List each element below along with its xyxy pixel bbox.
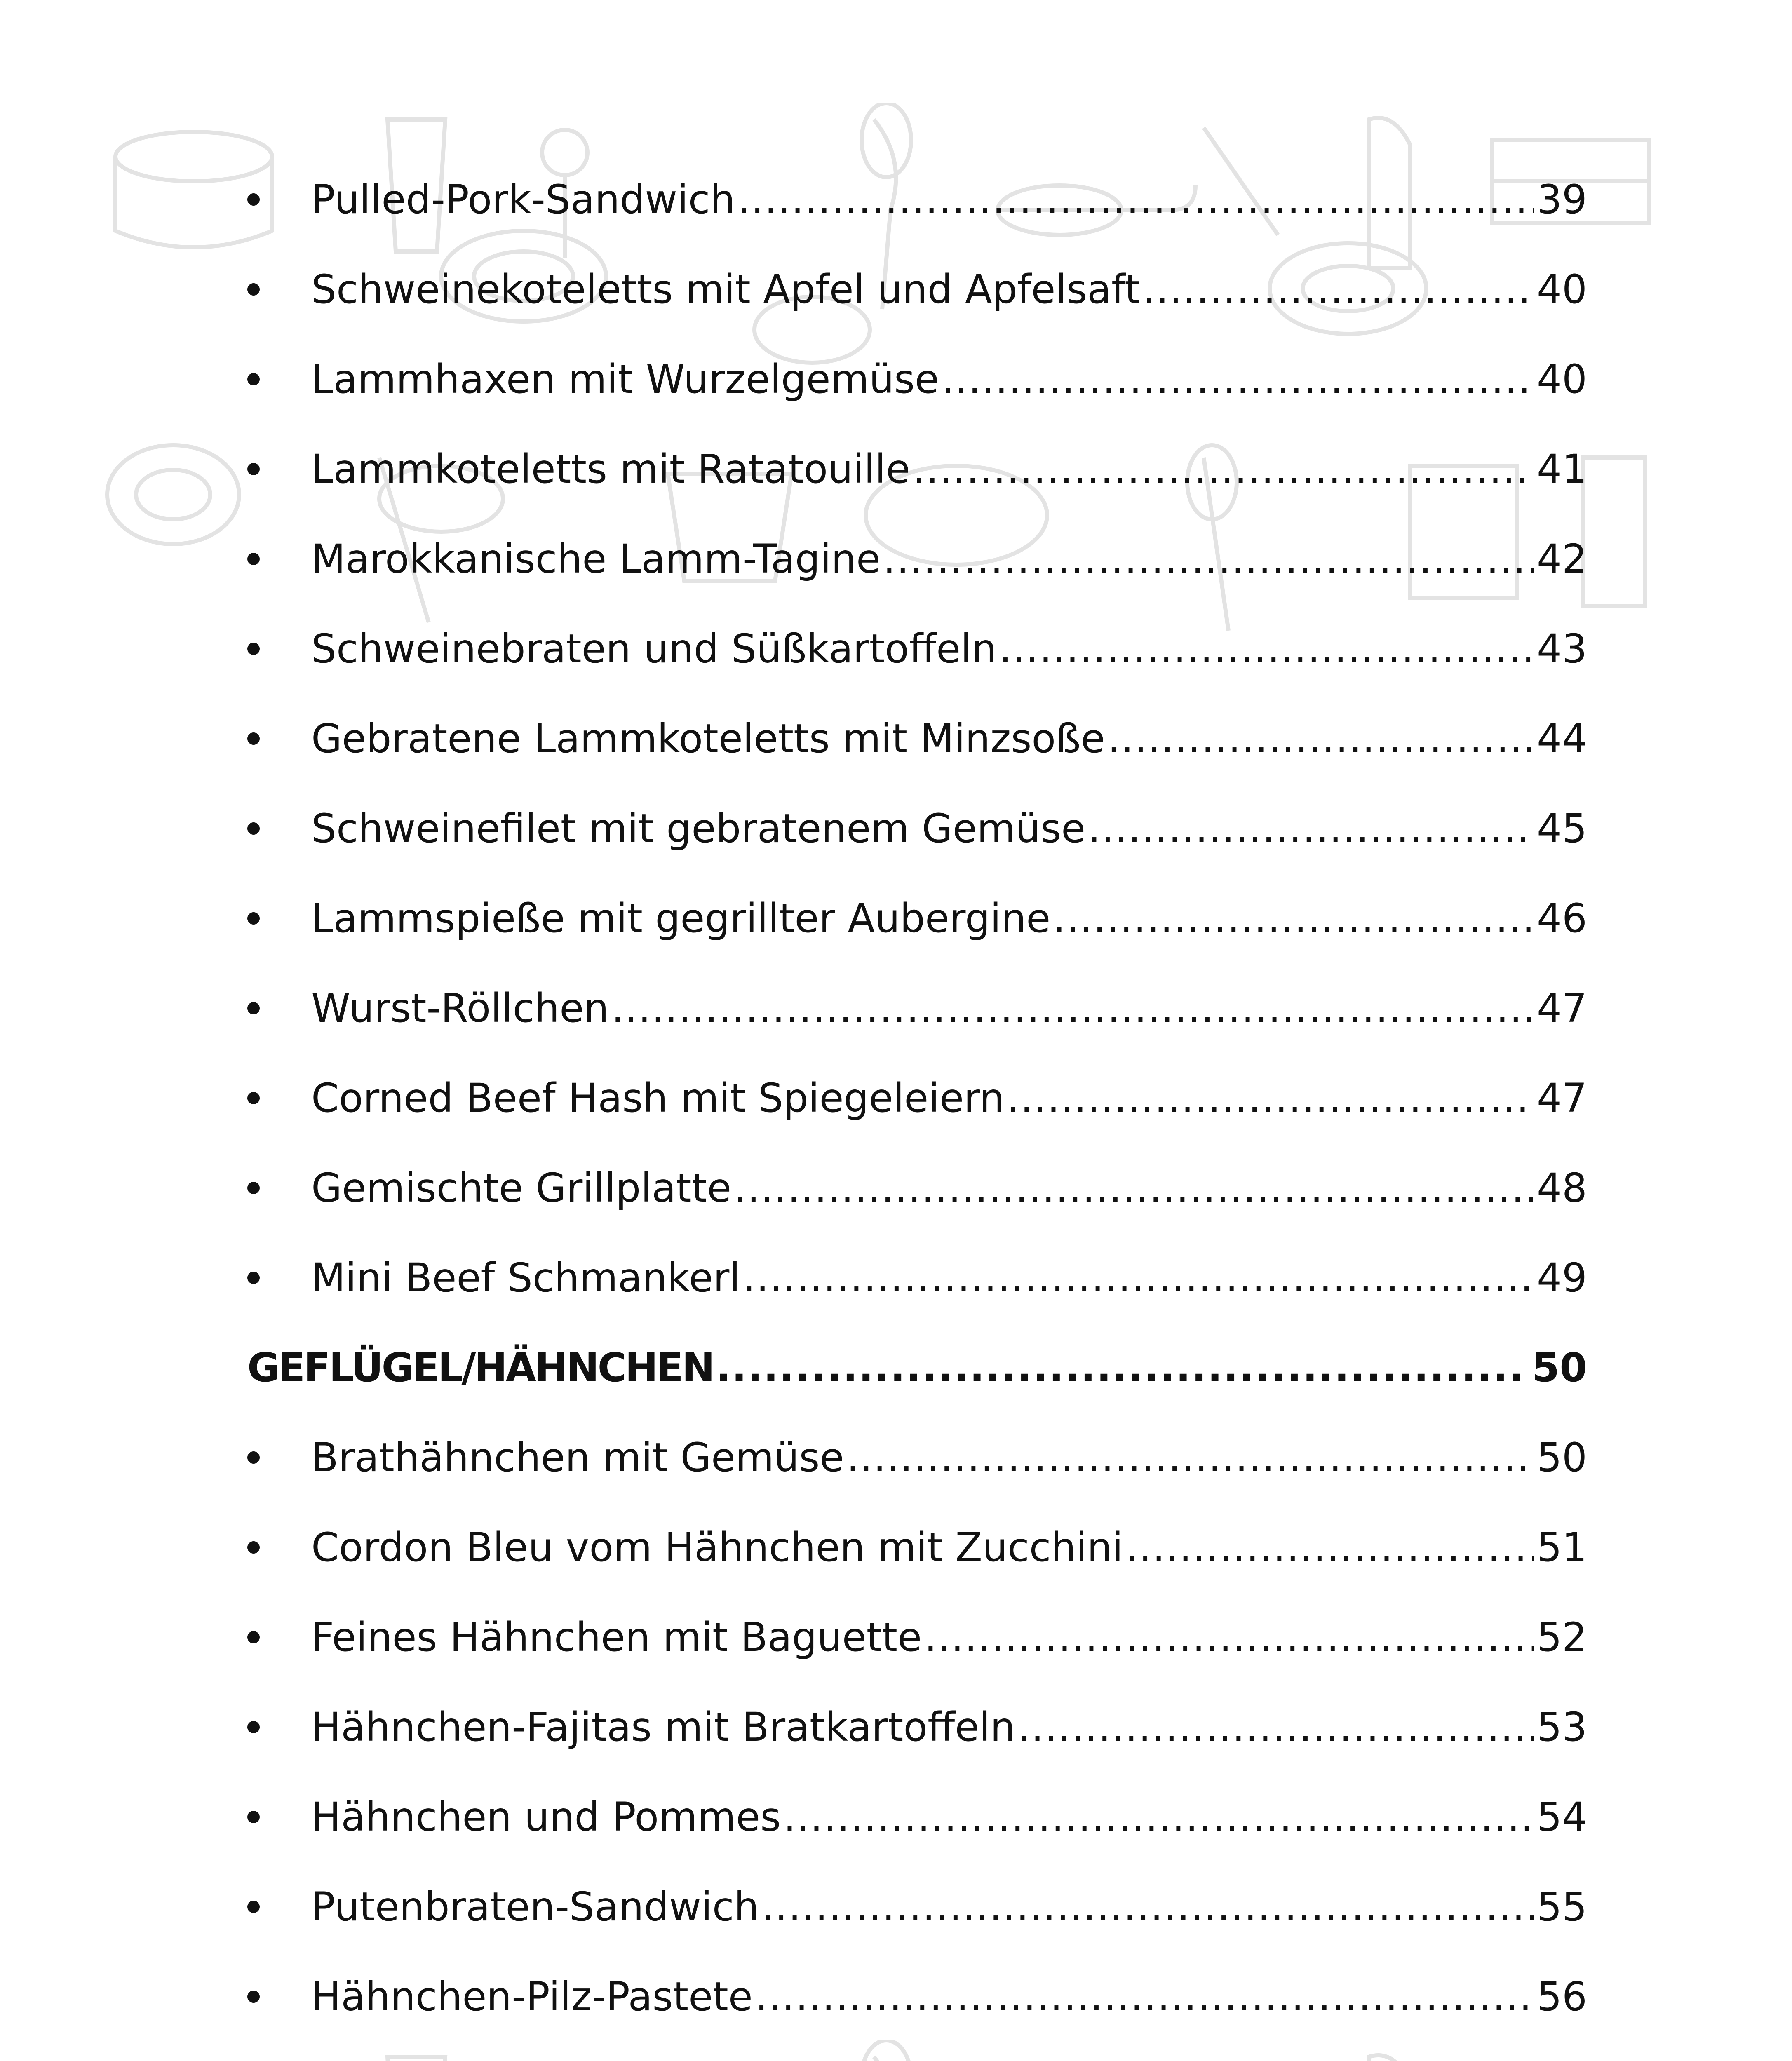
toc-entry-title: Brathähnchen mit Gemüse <box>311 1434 844 1481</box>
dot-leader <box>913 449 1534 489</box>
toc-page-number: 48 <box>1536 1165 1587 1211</box>
toc-page-number: 53 <box>1536 1704 1587 1750</box>
toc-entry[interactable] <box>247 963 1587 1053</box>
bullet-icon <box>247 463 260 475</box>
toc-entry-title: Feines Hähnchen mit Baguette <box>311 1614 922 1660</box>
dot-leader <box>716 1348 1529 1387</box>
bullet-icon <box>247 1541 260 1554</box>
bullet-icon <box>247 1092 260 1104</box>
toc-page-number: 50 <box>1536 1434 1587 1481</box>
bullet-icon <box>247 1901 260 1913</box>
dot-leader <box>1108 719 1534 758</box>
dot-leader <box>743 1258 1534 1298</box>
toc-page-number: 54 <box>1536 1794 1587 1840</box>
toc-page-number: 41 <box>1536 446 1587 492</box>
toc-entry-title: GEFLÜGEL/HÄHNCHEN <box>247 1345 714 1391</box>
toc-entry-title: Lammkoteletts mit Ratatouille <box>311 446 911 492</box>
toc-entry[interactable] <box>247 1053 1587 1143</box>
bullet-icon <box>247 283 260 296</box>
bullet-icon <box>247 373 260 385</box>
bullet-icon <box>247 822 260 835</box>
toc-entry-title: Schweinebraten und Süßkartoffeln <box>311 626 997 672</box>
dot-leader <box>1053 899 1534 938</box>
dot-leader <box>942 359 1534 399</box>
toc-page-number: 56 <box>1536 1974 1587 2020</box>
bullet-icon <box>247 1272 260 1284</box>
dot-leader <box>999 629 1534 669</box>
toc-entry-title: Hähnchen-Fajitas mit Bratkartoffeln <box>311 1704 1015 1750</box>
bullet-icon <box>247 1991 260 2003</box>
toc-entry[interactable] <box>247 1592 1587 1682</box>
bullet-icon <box>247 1721 260 1733</box>
dot-leader <box>883 539 1534 579</box>
dot-leader <box>1088 809 1534 848</box>
toc-entry-title: Pulled-Pork-Sandwich <box>311 176 735 223</box>
toc-entry-title: Hähnchen und Pommes <box>311 1794 781 1840</box>
toc-page-number: 40 <box>1536 266 1587 312</box>
dot-leader <box>611 988 1534 1028</box>
toc-entry[interactable] <box>247 784 1587 873</box>
dot-leader <box>1125 1528 1534 1567</box>
toc-entry-title: Wurst-Röllchen <box>311 985 609 1031</box>
dot-leader <box>761 1887 1534 1927</box>
toc-page-number: 52 <box>1536 1614 1587 1660</box>
toc-entry[interactable] <box>247 1143 1587 1233</box>
toc-entry-title: Lammspieße mit gegrillter Aubergine <box>311 895 1051 941</box>
dot-leader <box>755 1977 1534 2016</box>
dot-leader <box>1018 1707 1534 1747</box>
toc-entry-title: Cordon Bleu vom Hähnchen mit Zucchini <box>311 1524 1123 1570</box>
toc-entry[interactable] <box>247 604 1587 694</box>
toc-entry-title: Putenbraten-Sandwich <box>311 1884 759 1930</box>
bullet-icon <box>247 643 260 655</box>
toc-page-number: 39 <box>1536 176 1587 223</box>
toc-page-number: 45 <box>1536 805 1587 852</box>
bullet-icon <box>247 553 260 565</box>
bullet-icon <box>247 912 260 925</box>
bullet-icon <box>247 1811 260 1823</box>
toc-entry[interactable] <box>247 1862 1587 1952</box>
toc-entry-title: Gebratene Lammkoteletts mit Minzsoße <box>311 716 1105 762</box>
dot-leader <box>1007 1078 1534 1118</box>
toc-section-heading[interactable] <box>247 1323 1587 1413</box>
dot-leader <box>783 1797 1534 1837</box>
toc-entry[interactable] <box>247 244 1587 334</box>
toc-page-number: 46 <box>1536 895 1587 941</box>
toc-entry[interactable] <box>247 424 1587 514</box>
toc-entry[interactable] <box>247 155 1587 244</box>
toc-entry-title: Marokkanische Lamm-Tagine <box>311 536 881 582</box>
bullet-icon <box>247 193 260 206</box>
toc-entry[interactable] <box>247 334 1587 424</box>
toc-entry[interactable] <box>247 694 1587 784</box>
toc-entry[interactable] <box>247 1952 1587 2042</box>
toc-page-number: 40 <box>1536 356 1587 402</box>
toc-page-number: 42 <box>1536 536 1587 582</box>
dot-leader <box>924 1617 1534 1657</box>
toc-page-number: 44 <box>1536 716 1587 762</box>
toc-page-number: 49 <box>1536 1255 1587 1301</box>
toc-entry-title: Hähnchen-Pilz-Pastete <box>311 1974 753 2020</box>
toc-entry[interactable] <box>247 514 1587 604</box>
toc-entry[interactable] <box>247 1502 1587 1592</box>
toc-entry[interactable] <box>247 1772 1587 1862</box>
toc-page-number: 50 <box>1532 1345 1587 1391</box>
table-of-contents <box>247 155 1587 2061</box>
dot-leader <box>1143 270 1534 309</box>
toc-entry-title: Gemischte Grillplatte <box>311 1165 732 1211</box>
toc-entry[interactable] <box>247 1233 1587 1323</box>
dot-leader <box>737 180 1534 219</box>
bullet-icon <box>247 1451 260 1464</box>
bullet-icon <box>247 1631 260 1643</box>
toc-entry-title: Corned Beef Hash mit Spiegeleiern <box>311 1075 1005 1121</box>
toc-entry-title: Lammhaxen mit Wurzelgemüse <box>311 356 939 402</box>
bullet-icon <box>247 732 260 745</box>
toc-page-number: 55 <box>1536 1884 1587 1930</box>
dot-leader <box>846 1438 1534 1477</box>
bullet-icon <box>247 1182 260 1194</box>
toc-page-number: 47 <box>1536 985 1587 1031</box>
toc-entry-title: Mini Beef Schmankerl <box>311 1255 740 1301</box>
toc-entry[interactable] <box>247 1413 1587 1502</box>
toc-entry-title: Schweinefilet mit gebratenem Gemüse <box>311 805 1086 852</box>
toc-entry[interactable] <box>247 1682 1587 1772</box>
toc-entry-title: Schweinekoteletts mit Apfel und Apfelsaft <box>311 266 1140 312</box>
toc-page-number: 43 <box>1536 626 1587 672</box>
toc-page-number: 47 <box>1536 1075 1587 1121</box>
toc-entry[interactable] <box>247 873 1587 963</box>
bullet-icon <box>247 1002 260 1014</box>
toc-entry[interactable] <box>247 2042 1587 2061</box>
toc-page-number: 51 <box>1536 1524 1587 1570</box>
dot-leader <box>734 1168 1534 1208</box>
